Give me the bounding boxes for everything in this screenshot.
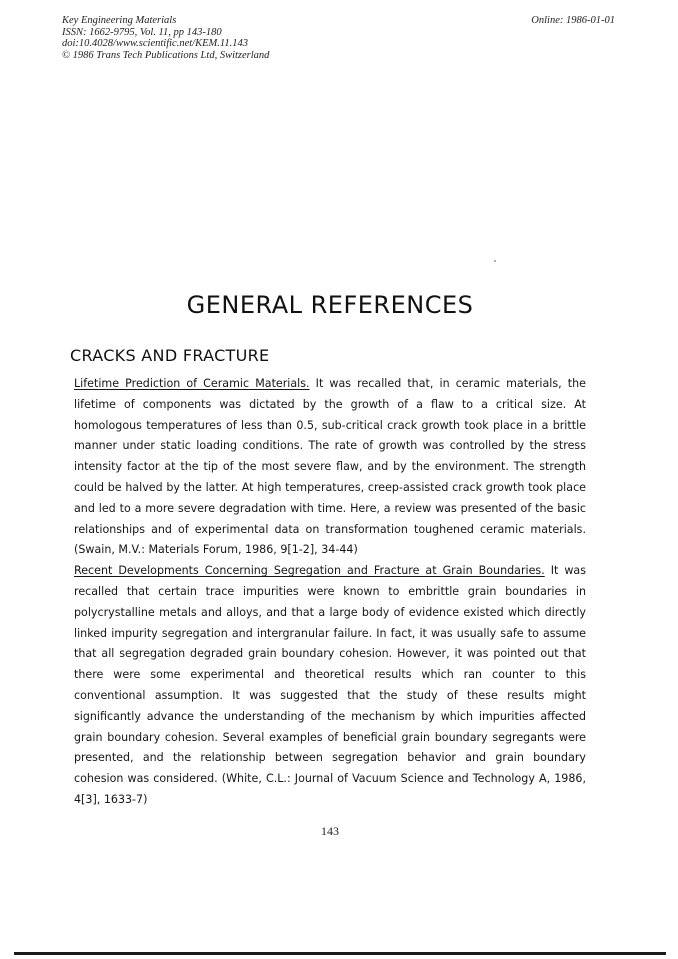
section-heading: CRACKS AND FRACTURE <box>70 346 270 365</box>
doi-link[interactable]: doi:10.4028/www.scientific.net/KEM.11.143 <box>62 38 248 49</box>
reference-entry <box>74 374 586 561</box>
entry-title: Lifetime Prediction of Ceramic Materials. <box>74 377 310 390</box>
reference-list <box>74 374 586 811</box>
online-date: Online: 1986-01-01 <box>531 15 615 26</box>
scan-speck <box>494 260 496 262</box>
page-title: GENERAL REFERENCES <box>186 291 474 319</box>
journal-name: Key Engineering Materials <box>62 15 177 26</box>
reference-entry <box>74 561 586 811</box>
copyright-line: © 1986 Trans Tech Publications Ltd, Switzerland <box>62 49 270 61</box>
journal-header <box>62 15 269 61</box>
entry-text: It was recalled that certain trace impurities were known to embrittle grain boundaries in polycrystalline metals and alloys, and that a large body of evidence existed which directly linked impurity segregation and intergranular failure. In fact, it was usually safe to assume that all segregation degraded grain boundary cohesion. However, it was pointed out that there were some experimental and theoretical results which ran counter to this conventional assumption. It was suggested that the study of these results might significantly advance the understanding of the mechanism by which impurities affected grain boundary cohesion. Several examples of beneficial grain boundary segregants were presented, and the relationship between segregation behavior and grain boundary cohesion was considered. (White, C.L.: Journal of Vacuum Science and Technology A, 1986, 4[3], 1633-7) <box>74 564 586 806</box>
page-number: 143 <box>321 824 339 838</box>
entry-title: Recent Developments Concerning Segregation and Fracture at Grain Boundaries. <box>74 564 545 578</box>
bottom-rule <box>14 952 666 955</box>
entry-text: It was recalled that, in ceramic materials, the lifetime of components was dictated by the growth of a flaw to a critical size. At homologous temperatures of less than 0.5, sub-critical crack growth took place in a brittle manner under static loading conditions. The rate of growth was controlled by the stress intensity factor at the tip of the most severe flaw, and by the environment. The strength could be halved by the latter. At high temperatures, creep-assisted crack growth took place and led to a more severe degradation with time. Here, a review was presented of the basic relationships and of experimental data on transformation toughened ceramic materials. (Swain, M.V.: Materials Forum, 1986, 9[1-2], 34-44) <box>74 377 587 557</box>
issn-line: ISSN: 1662-9795, Vol. 11, pp 143-180 <box>62 26 222 38</box>
